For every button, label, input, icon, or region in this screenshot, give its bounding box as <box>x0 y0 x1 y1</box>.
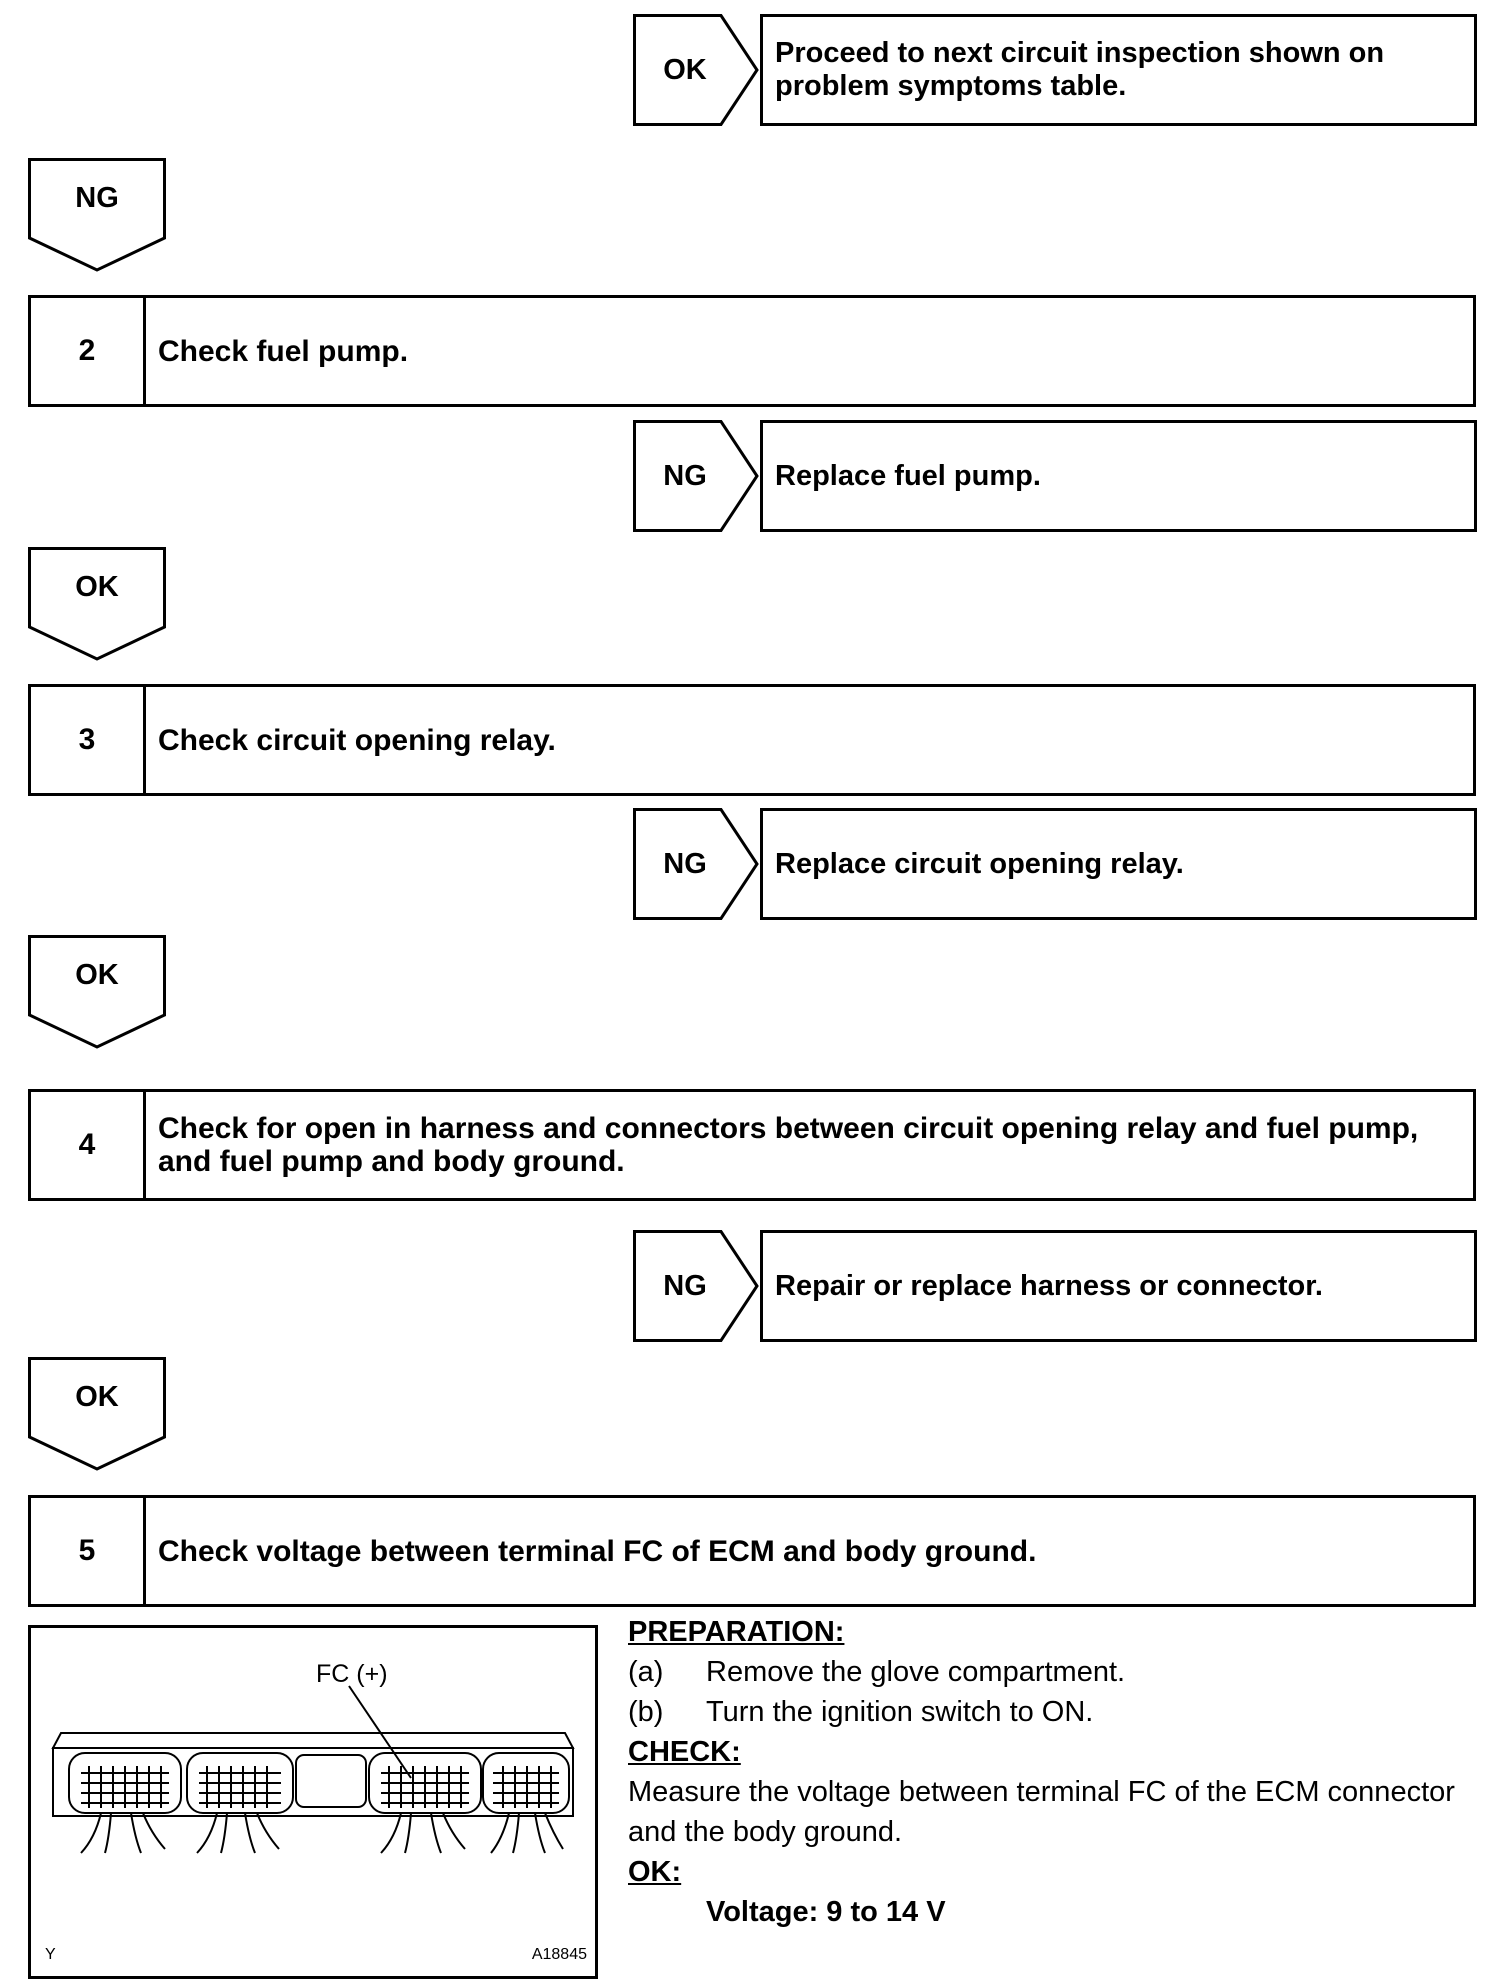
ng-down-label: NG <box>75 181 119 214</box>
step-2-ok-arrow <box>28 547 166 661</box>
step-4-number: 4 <box>31 1092 146 1198</box>
ok-branch-label: OK <box>663 53 707 86</box>
preparation-heading: PREPARATION: <box>628 1616 845 1648</box>
step-2-ok-label: OK <box>75 570 119 603</box>
fc-terminal-callout: FC (+) <box>316 1660 388 1688</box>
step-3-title: Check circuit opening relay. <box>158 723 556 757</box>
step-5-title: Check voltage between terminal FC of ECM and body ground. <box>158 1534 1037 1568</box>
step-4-ok-arrow <box>28 1357 166 1471</box>
check-text: Measure the voltage between terminal FC of the ECM connector and the body ground. <box>628 1776 1455 1848</box>
figure-corner-label: Y <box>45 1946 56 1963</box>
step-4-ng-arrow <box>633 1230 761 1342</box>
step-4-box <box>28 1089 1476 1201</box>
step-4-ok-label: OK <box>75 1380 119 1413</box>
ok-voltage-value: Voltage: 9 to 14 V <box>706 1896 946 1928</box>
preparation-step-text: Remove the glove compartment. <box>706 1656 1126 1688</box>
step-5-box <box>28 1495 1476 1607</box>
step-2-ng-result: Replace fuel pump. <box>760 420 1477 532</box>
figure-id: A18845 <box>531 1946 587 1963</box>
step-2-ng-arrow <box>633 420 761 532</box>
step-3-ok-arrow <box>28 935 166 1049</box>
preparation-step-text: Turn the ignition switch to ON. <box>706 1696 1094 1728</box>
preparation-step-key: (a) <box>628 1656 664 1688</box>
step-5-number: 5 <box>31 1498 146 1604</box>
preparation-step <box>628 1692 1488 1732</box>
preparation-step-key: (b) <box>628 1696 664 1728</box>
step-3-box <box>28 684 1476 796</box>
procedure-section <box>628 1612 1488 1932</box>
step-4-ng-result: Repair or replace harness or connector. <box>760 1230 1477 1342</box>
step-3-ng-label: NG <box>663 847 707 880</box>
ok-branch-arrow <box>633 14 761 126</box>
step-2-number: 2 <box>31 298 146 404</box>
ng-down-arrow <box>28 158 166 272</box>
check-heading: CHECK: <box>628 1736 741 1768</box>
step-3-number: 3 <box>31 687 146 793</box>
step-3-ok-label: OK <box>75 958 119 991</box>
ecm-connector-figure <box>28 1625 598 1979</box>
step-3-ng-result: Replace circuit opening relay. <box>760 808 1477 920</box>
step-3-ng-arrow <box>633 808 761 920</box>
preparation-step <box>628 1652 1488 1692</box>
ok-heading: OK: <box>628 1856 682 1888</box>
step-4-title: Check for open in harness and connectors between circuit opening relay and fuel pump, and fuel pump and body ground. <box>158 1112 1419 1178</box>
step-2-box <box>28 295 1476 407</box>
step-2-title: Check fuel pump. <box>158 334 409 368</box>
ecm-connector-diagram <box>31 1628 595 1976</box>
step-2-ng-label: NG <box>663 459 707 492</box>
ok-branch-result: Proceed to next circuit inspection shown on problem symptoms table. <box>760 14 1477 126</box>
step-4-ng-label: NG <box>663 1269 707 1302</box>
